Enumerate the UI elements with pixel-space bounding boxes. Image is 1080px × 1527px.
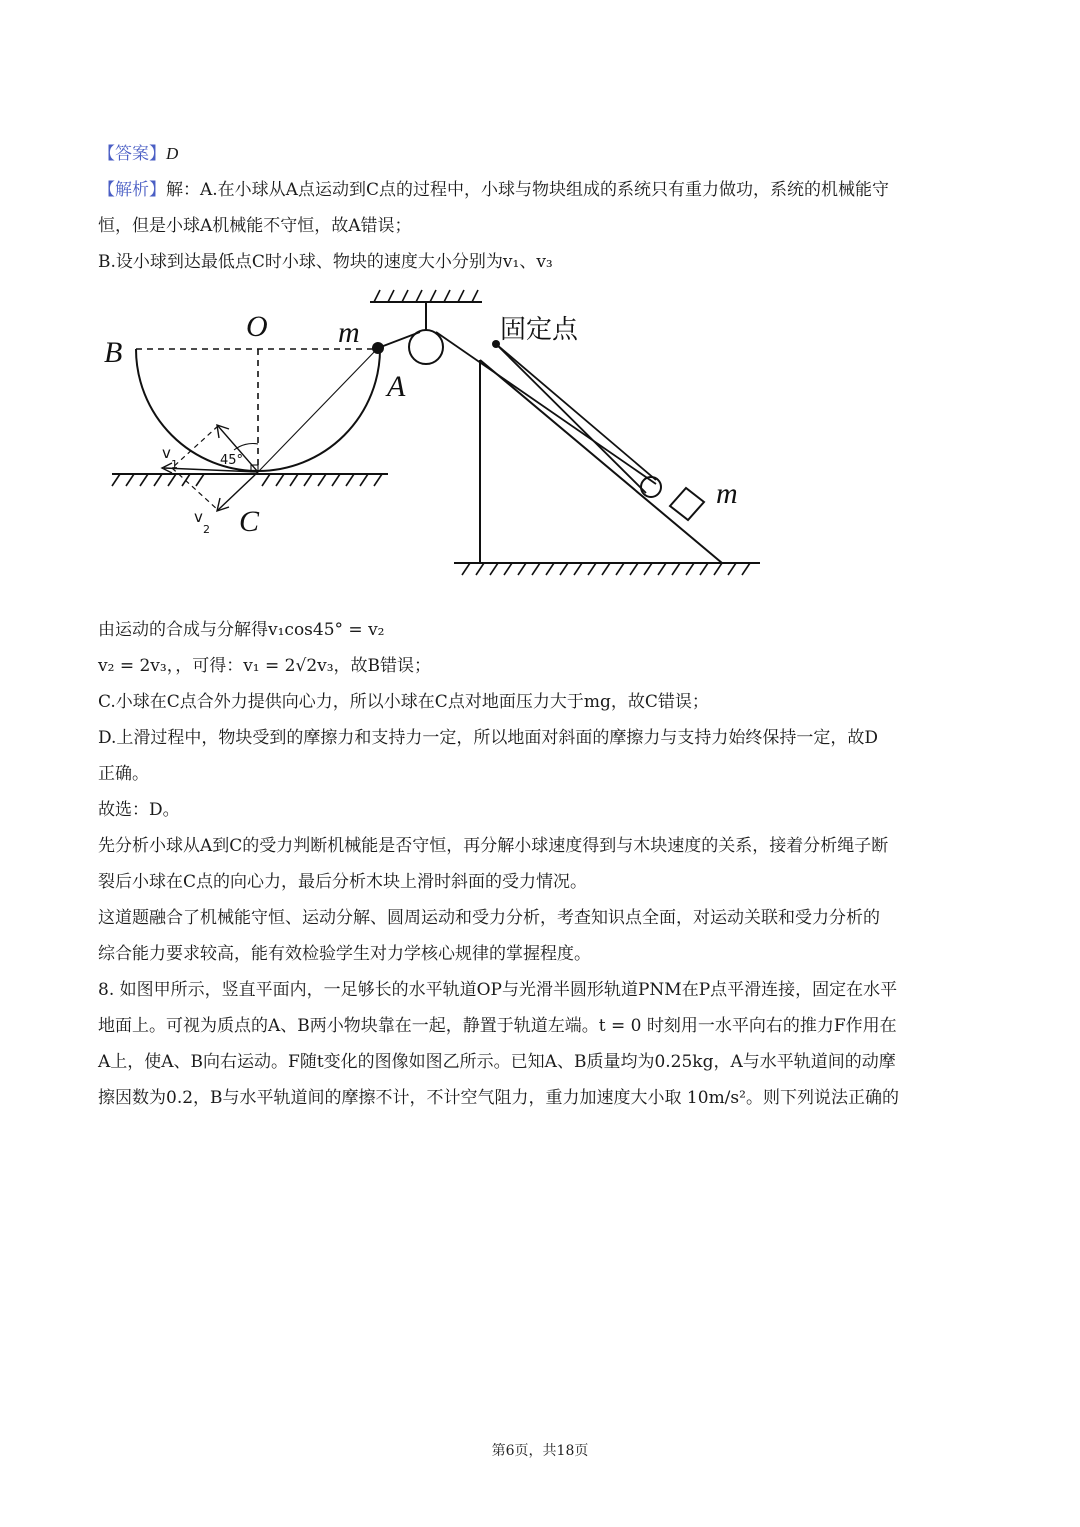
text-line-6: 故选：D。: [98, 800, 180, 820]
analysis-b-line: B.设小球到达最低点C时小球、物块的速度大小分别为v₁、v₃: [98, 252, 553, 272]
question-8-line-2: 地面上。可视为质点的A、B两小物块靠在一起，静置于轨道左端。t = 0 时刻用一水平向右的推力F作用在: [98, 1016, 897, 1036]
analysis-tag: 【解析】: [98, 180, 166, 200]
physics-figure: [98, 288, 988, 606]
text-line-2: v₂ = 2v₃，，可得：v₁ = 2√2v₃，故B错误；: [98, 656, 432, 676]
left-ground-hatch: [112, 474, 382, 486]
question-8-line-3: A上，使A、B向右运动。F随t变化的图像如图乙所示。已知A、B质量均为0.25kg，A与水平轨道间的动摩: [98, 1052, 896, 1072]
text-line-7: 先分析小球从A到C的受力判断机械能是否守恒，再分解小球速度得到与木块速度的关系，接着分析绳子断: [98, 836, 889, 856]
figure-diagram: [98, 288, 778, 606]
text-line-8: 裂后小球在C点的向心力，最后分析木块上滑时斜面的受力情况。: [98, 872, 588, 892]
label-v2: v: [194, 508, 203, 526]
page-footer: 第6页，共18页: [491, 1443, 589, 1459]
fixed-rod-bottom: [496, 344, 646, 493]
answer-value: D: [166, 144, 179, 163]
fixed-rod-top: [496, 344, 656, 480]
text-line-3: C.小球在C点合外力提供向心力，所以小球在C点对地面压力大于mg，故C错误；: [98, 692, 709, 712]
page-content: [98, 136, 988, 1116]
question-8-line-1: 8. 如图甲所示，竖直平面内，一足够长的水平轨道OP与光滑半圆形轨道PNM在P点平滑连接，固定在水平: [98, 980, 898, 1000]
answer-line: [98, 136, 988, 172]
fixed-point-dot: [492, 340, 500, 348]
ball-m: [372, 342, 384, 354]
label-fixed-point: 固定点: [500, 315, 579, 345]
rope-pulley-down: [436, 332, 656, 484]
answer-tag: 【答案】: [98, 144, 166, 164]
text-line-9: 这道题融合了机械能守恒、运动分解、圆周运动和受力分析，考查知识点全面，对运动关联和受力分析的: [98, 908, 880, 928]
question-8-line-4: 擦因数为0.2，B与水平轨道间的摩擦不计，不计空气阻力，重力加速度大小取 10m/s²。则下列说法正确的: [98, 1088, 899, 1108]
label-m-block: m: [716, 477, 738, 510]
label-angle: 45°: [220, 453, 244, 468]
right-ground-hatch: [462, 563, 750, 575]
text-line-4: D.上滑过程中，物块受到的摩擦力和支持力一定，所以地面对斜面的摩擦力与支持力始终保持一定，故D: [98, 728, 879, 748]
label-A: A: [387, 370, 406, 403]
text-line-10: 综合能力要求较高，能有效检验学生对力学核心规律的掌握程度。: [98, 944, 591, 964]
analysis-line: [98, 172, 988, 208]
analysis-a-line: 解：A.在小球从A点运动到C点的过程中，小球与物块组成的系统只有重力做功，系统的机械能守: [166, 180, 889, 200]
pulley-wheel: [409, 330, 443, 364]
label-v1-sub: 1: [171, 458, 178, 471]
text-line-1: 由运动的合成与分解得v₁cos45° = v₂: [98, 620, 385, 640]
label-v1: v: [162, 444, 171, 462]
sliding-block: [670, 488, 704, 520]
incline-hypotenuse: [480, 360, 722, 563]
analysis-a-line2: 恒，但是小球A机械能不守恒，故A错误；: [98, 216, 412, 236]
label-C: C: [239, 505, 260, 538]
text-line-5: 正确。: [98, 764, 149, 784]
label-B: B: [104, 336, 123, 369]
line-c-to-ball: [258, 348, 378, 472]
ceiling-hatch: [374, 290, 478, 302]
label-v2-sub: 2: [203, 523, 210, 536]
label-m-top: m: [338, 316, 360, 349]
label-O: O: [246, 310, 268, 343]
